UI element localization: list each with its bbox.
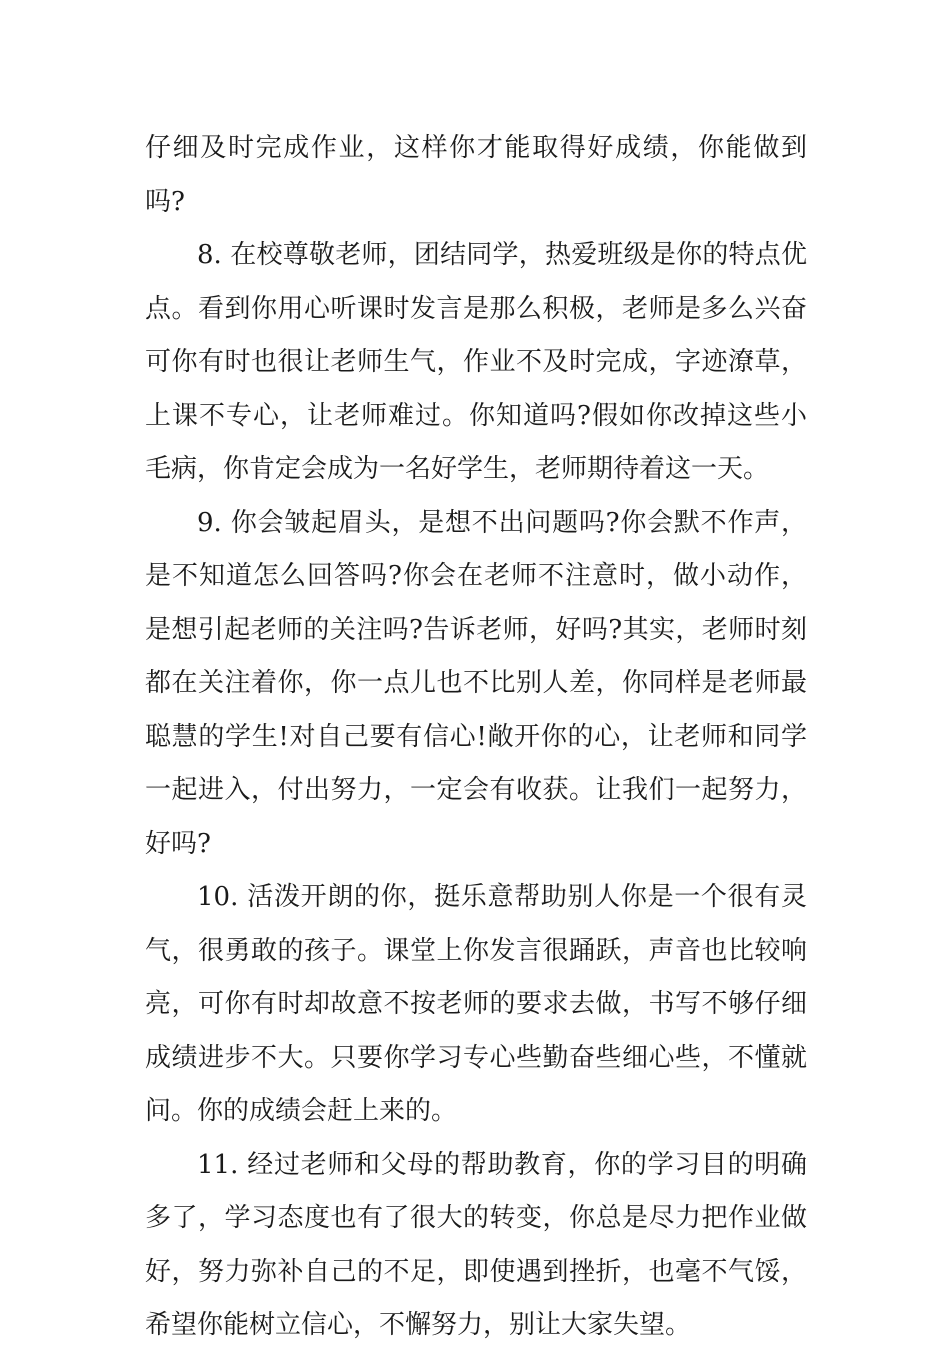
paragraph-continuation: 仔细及时完成作业，这样你才能取得好成绩，你能做到吗? [145,133,807,217]
document-body [145,122,807,1353]
paragraph-9: 9. 你会皱起眉头，是想不出问题吗?你会默不作声，是不知道怎么回答吗?你会在老师不注意时，做小动作，是想引起老师的关注吗?告诉老师，好吗?其实，老师时刻都在关注着你，你一点儿也不比别人差，你同样是老师最聪慧的学生!对自己要有信心!敞开你的心，让老师和同学一起进入，付出努力，一定会有收获。让我们一起努力，好吗? [145,507,807,859]
paragraph-10: 10. 活泼开朗的你，挺乐意帮助别人你是一个很有灵气，很勇敢的孩子。课堂上你发言很踊跃，声音也比较响亮，可你有时却故意不按老师的要求去做，书写不够仔细成绩进步不大。只要你学习专心些勤奋些细心些，不懂就问。你的成绩会赶上来的。 [145,882,807,1126]
paragraph-8: 8. 在校尊敬老师，团结同学，热爱班级是你的特点优点。看到你用心听课时发言是那么积极，老师是多么兴奋可你有时也很让老师生气，作业不及时完成，字迹潦草，上课不专心，让老师难过。你知道吗?假如你改掉这些小毛病，你肯定会成为一名好学生，老师期待着这一天。 [145,240,807,484]
paragraph-11: 11. 经过老师和父母的帮助教育，你的学习目的明确多了，学习态度也有了很大的转变，你总是尽力把作业做好，努力弥补自己的不足，即使遇到挫折，也毫不气馁，希望你能树立信心，不懈努力，别让大家失望。 [145,1149,807,1340]
